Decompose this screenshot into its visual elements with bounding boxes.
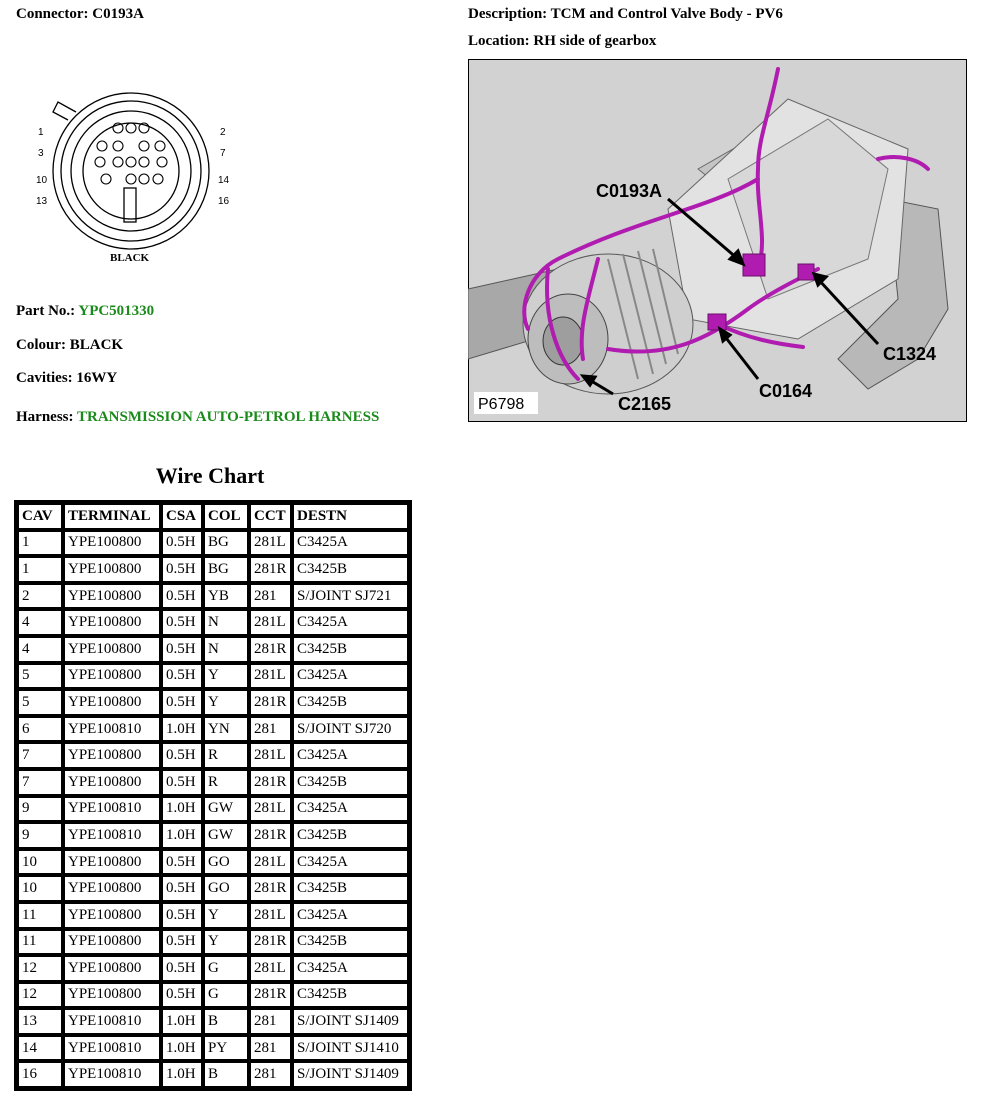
callout-c0164: C0164 xyxy=(759,381,813,401)
connector-c0164-marker xyxy=(708,314,726,330)
cell-cav: 11 xyxy=(17,902,63,929)
pin-label-2: 2 xyxy=(220,127,226,138)
cell-cav: 5 xyxy=(17,689,63,716)
cell-csa: 0.5H xyxy=(161,849,203,876)
cell-cav: 10 xyxy=(17,875,63,902)
table-row xyxy=(17,902,409,929)
cell-cct: 281R xyxy=(249,982,292,1009)
cell-csa: 1.0H xyxy=(161,1061,203,1088)
cell-col: PY xyxy=(203,1035,249,1062)
cell-csa: 0.5H xyxy=(161,556,203,583)
cell-cct: 281L xyxy=(249,530,292,557)
cell-csa: 0.5H xyxy=(161,982,203,1009)
cell-terminal: YPE100800 xyxy=(63,769,161,796)
cell-destn: S/JOINT SJ1410 xyxy=(292,1035,409,1062)
table-row xyxy=(17,822,409,849)
cell-destn: C3425B xyxy=(292,822,409,849)
cavities-value: 16WY xyxy=(76,370,118,386)
wire-chart-title: Wire Chart xyxy=(155,463,265,488)
cavities-line xyxy=(16,370,117,387)
cell-cct: 281R xyxy=(249,769,292,796)
cell-csa: 1.0H xyxy=(161,822,203,849)
cell-cct: 281L xyxy=(249,742,292,769)
connector-c1324-marker xyxy=(798,264,814,280)
cell-terminal: YPE100800 xyxy=(63,636,161,663)
cell-col: N xyxy=(203,609,249,636)
cell-cav: 12 xyxy=(17,955,63,982)
connector-label: Connector: xyxy=(16,6,89,22)
table-row xyxy=(17,849,409,876)
pin-label-1: 1 xyxy=(38,127,44,138)
cell-col: B xyxy=(203,1061,249,1088)
cell-destn: S/JOINT SJ720 xyxy=(292,716,409,743)
colour-value: BLACK xyxy=(69,337,124,353)
connector-face-diagram xyxy=(28,88,248,268)
cell-cav: 7 xyxy=(17,742,63,769)
cell-cav: 14 xyxy=(17,1035,63,1062)
table-row xyxy=(17,929,409,956)
header-cct: CCT xyxy=(249,503,292,530)
cell-terminal: YPE100800 xyxy=(63,530,161,557)
part-no-label: Part No.: xyxy=(16,303,76,319)
connector-colour-label: BLACK xyxy=(110,252,150,264)
connector-latch-tab xyxy=(53,102,76,120)
cell-cav: 7 xyxy=(17,769,63,796)
cell-col: BG xyxy=(203,530,249,557)
cell-destn: C3425A xyxy=(292,609,409,636)
cell-cct: 281 xyxy=(249,716,292,743)
part-no-line xyxy=(16,303,154,320)
table-row xyxy=(17,982,409,1009)
cell-terminal: YPE100810 xyxy=(63,796,161,823)
cell-cct: 281L xyxy=(249,849,292,876)
cell-cav: 4 xyxy=(17,636,63,663)
location-line xyxy=(468,33,656,50)
cell-terminal: YPE100810 xyxy=(63,716,161,743)
cell-terminal: YPE100800 xyxy=(63,556,161,583)
cell-csa: 1.0H xyxy=(161,796,203,823)
cell-destn: C3425B xyxy=(292,875,409,902)
cell-col: GW xyxy=(203,796,249,823)
cell-cct: 281L xyxy=(249,955,292,982)
cell-terminal: YPE100800 xyxy=(63,583,161,610)
colour-label: Colour: xyxy=(16,337,66,353)
cell-cav: 13 xyxy=(17,1008,63,1035)
cell-destn: C3425B xyxy=(292,689,409,716)
cell-col: GW xyxy=(203,822,249,849)
cell-cct: 281 xyxy=(249,583,292,610)
cell-terminal: YPE100800 xyxy=(63,955,161,982)
cell-col: N xyxy=(203,636,249,663)
cell-csa: 1.0H xyxy=(161,716,203,743)
cavity-holes xyxy=(95,123,167,184)
cell-terminal: YPE100800 xyxy=(63,663,161,690)
table-row xyxy=(17,609,409,636)
cell-destn: C3425B xyxy=(292,556,409,583)
cell-csa: 0.5H xyxy=(161,929,203,956)
cell-cct: 281R xyxy=(249,636,292,663)
pin-label-14: 14 xyxy=(218,175,230,186)
pin-label-3: 3 xyxy=(38,148,44,159)
cell-col: Y xyxy=(203,902,249,929)
cell-destn: S/JOINT SJ721 xyxy=(292,583,409,610)
cell-col: GO xyxy=(203,875,249,902)
cell-cct: 281L xyxy=(249,609,292,636)
cell-destn: C3425B xyxy=(292,929,409,956)
pin-label-7: 7 xyxy=(220,148,226,159)
harness-line xyxy=(16,409,379,426)
cell-col: BG xyxy=(203,556,249,583)
callout-c2165: C2165 xyxy=(618,394,672,414)
table-row xyxy=(17,875,409,902)
cell-destn: C3425A xyxy=(292,955,409,982)
cell-csa: 0.5H xyxy=(161,875,203,902)
cell-terminal: YPE100810 xyxy=(63,1061,161,1088)
cell-csa: 0.5H xyxy=(161,583,203,610)
cell-csa: 0.5H xyxy=(161,636,203,663)
cavities-label: Cavities: xyxy=(16,370,73,386)
cell-csa: 0.5H xyxy=(161,742,203,769)
table-row xyxy=(17,530,409,557)
header-cav: CAV xyxy=(17,503,63,530)
colour-line xyxy=(16,337,123,354)
table-row xyxy=(17,769,409,796)
cell-cav: 1 xyxy=(17,530,63,557)
description-label: Description: xyxy=(468,6,548,22)
harness-label: Harness: xyxy=(16,409,74,425)
cell-cct: 281R xyxy=(249,875,292,902)
connector-id: C0193A xyxy=(92,6,144,22)
cell-cct: 281 xyxy=(249,1035,292,1062)
header-csa: CSA xyxy=(161,503,203,530)
cell-csa: 0.5H xyxy=(161,689,203,716)
header-terminal: TERMINAL xyxy=(63,503,161,530)
cell-cav: 11 xyxy=(17,929,63,956)
cell-cav: 1 xyxy=(17,556,63,583)
cell-terminal: YPE100800 xyxy=(63,742,161,769)
cell-col: R xyxy=(203,742,249,769)
cell-cct: 281R xyxy=(249,556,292,583)
table-header-row xyxy=(17,503,409,530)
part-no-link[interactable]: YPC501330 xyxy=(78,303,155,319)
cell-cct: 281L xyxy=(249,796,292,823)
cell-cav: 4 xyxy=(17,609,63,636)
cell-cct: 281 xyxy=(249,1061,292,1088)
wire-chart-table xyxy=(14,500,412,1091)
table-row xyxy=(17,556,409,583)
cell-cav: 6 xyxy=(17,716,63,743)
table-row xyxy=(17,742,409,769)
pin-label-13: 13 xyxy=(36,196,48,207)
cell-terminal: YPE100810 xyxy=(63,1008,161,1035)
table-row xyxy=(17,663,409,690)
cell-destn: C3425A xyxy=(292,796,409,823)
cell-cav: 9 xyxy=(17,796,63,823)
cell-cct: 281L xyxy=(249,663,292,690)
table-row xyxy=(17,636,409,663)
cell-cav: 10 xyxy=(17,849,63,876)
cell-csa: 0.5H xyxy=(161,902,203,929)
table-row xyxy=(17,955,409,982)
cell-col: YN xyxy=(203,716,249,743)
cell-destn: C3425A xyxy=(292,849,409,876)
table-row xyxy=(17,716,409,743)
harness-link[interactable]: TRANSMISSION AUTO-PETROL HARNESS xyxy=(76,409,380,425)
table-row xyxy=(17,583,409,610)
cell-terminal: YPE100800 xyxy=(63,929,161,956)
cell-destn: S/JOINT SJ1409 xyxy=(292,1008,409,1035)
cell-csa: 0.5H xyxy=(161,955,203,982)
cell-cct: 281L xyxy=(249,902,292,929)
cell-terminal: YPE100810 xyxy=(63,822,161,849)
cell-csa: 1.0H xyxy=(161,1008,203,1035)
cell-cav: 12 xyxy=(17,982,63,1009)
description-value: TCM and Control Valve Body - PV6 xyxy=(550,6,783,22)
callout-c1324: C1324 xyxy=(883,344,937,364)
description-line xyxy=(468,6,783,23)
wire-chart-body xyxy=(17,530,409,1088)
cell-cct: 281R xyxy=(249,929,292,956)
table-row xyxy=(17,796,409,823)
cell-terminal: YPE100800 xyxy=(63,849,161,876)
cell-destn: C3425B xyxy=(292,636,409,663)
cell-destn: C3425B xyxy=(292,982,409,1009)
cell-cct: 281R xyxy=(249,689,292,716)
cell-col: G xyxy=(203,982,249,1009)
cell-cav: 16 xyxy=(17,1061,63,1088)
table-row xyxy=(17,1061,409,1088)
cell-cav: 9 xyxy=(17,822,63,849)
cell-col: Y xyxy=(203,663,249,690)
photo-id: P6798 xyxy=(478,396,525,413)
cell-cav: 2 xyxy=(17,583,63,610)
cell-terminal: YPE100800 xyxy=(63,689,161,716)
cell-destn: S/JOINT SJ1409 xyxy=(292,1061,409,1088)
cell-col: YB xyxy=(203,583,249,610)
cell-cav: 5 xyxy=(17,663,63,690)
header-destn: DESTN xyxy=(292,503,409,530)
cell-destn: C3425A xyxy=(292,663,409,690)
gearbox-location-photo xyxy=(468,59,967,422)
connector-line xyxy=(16,6,144,23)
cell-terminal: YPE100810 xyxy=(63,1035,161,1062)
cell-csa: 0.5H xyxy=(161,769,203,796)
connector-c0193a-marker xyxy=(743,254,765,276)
cell-terminal: YPE100800 xyxy=(63,982,161,1009)
cell-csa: 0.5H xyxy=(161,609,203,636)
cell-cct: 281 xyxy=(249,1008,292,1035)
cell-col: R xyxy=(203,769,249,796)
cell-col: GO xyxy=(203,849,249,876)
cell-destn: C3425A xyxy=(292,530,409,557)
cell-col: Y xyxy=(203,689,249,716)
cell-terminal: YPE100800 xyxy=(63,609,161,636)
table-row xyxy=(17,689,409,716)
cell-col: Y xyxy=(203,929,249,956)
callout-c0193a: C0193A xyxy=(596,181,663,201)
location-value: RH side of gearbox xyxy=(533,33,657,49)
cell-destn: C3425A xyxy=(292,742,409,769)
table-row xyxy=(17,1008,409,1035)
cell-terminal: YPE100800 xyxy=(63,902,161,929)
cell-destn: C3425A xyxy=(292,902,409,929)
cell-col: G xyxy=(203,955,249,982)
location-label: Location: xyxy=(468,33,530,49)
cell-csa: 0.5H xyxy=(161,530,203,557)
table-row xyxy=(17,1035,409,1062)
cell-destn: C3425B xyxy=(292,769,409,796)
pin-label-10: 10 xyxy=(36,175,48,186)
cell-col: B xyxy=(203,1008,249,1035)
cell-csa: 1.0H xyxy=(161,1035,203,1062)
cell-cct: 281R xyxy=(249,822,292,849)
cell-terminal: YPE100800 xyxy=(63,875,161,902)
pin-label-16: 16 xyxy=(218,196,230,207)
header-col: COL xyxy=(203,503,249,530)
cell-csa: 0.5H xyxy=(161,663,203,690)
